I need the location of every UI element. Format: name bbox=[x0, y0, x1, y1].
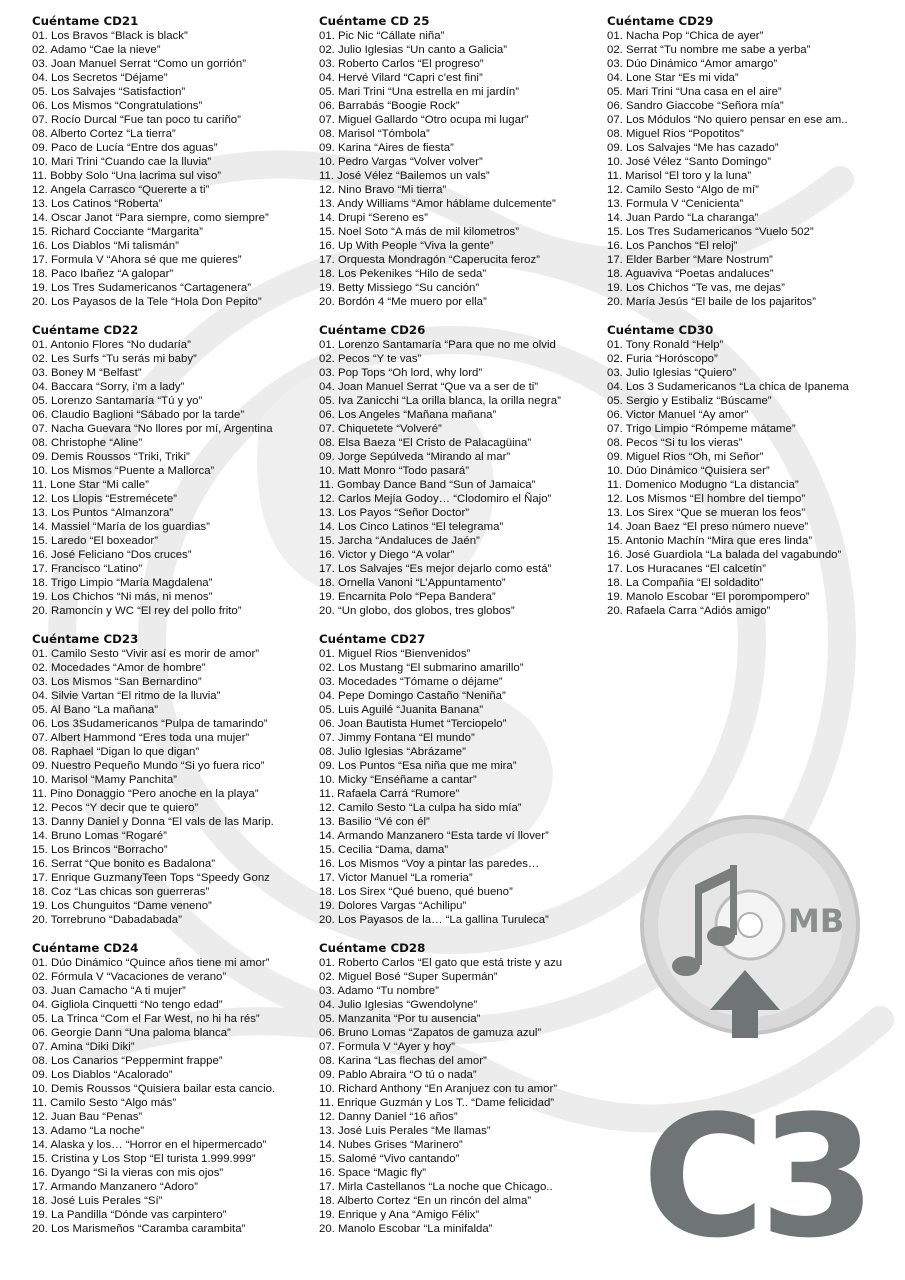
track-item: 18. Ornella Vanoni “L’Appuntamento” bbox=[319, 577, 506, 589]
track-item: 05. Manzanita “Por tu ausencia” bbox=[319, 1013, 481, 1025]
track-item: 15. Los Tres Sudamericanos “Vuelo 502” bbox=[607, 226, 814, 238]
track-item: 16. José Feliciano “Dos cruces” bbox=[32, 549, 192, 561]
track-item: 15. Noel Soto “A más de mil kilometros” bbox=[319, 226, 520, 238]
track-item: 07. Chiquetete “Volveré” bbox=[319, 423, 442, 435]
track-item: 18. Alberto Cortez “En un rincón del alma” bbox=[319, 1195, 532, 1207]
track-item: 16. José Guardiola “La balada del vagabundo” bbox=[607, 549, 842, 561]
track-item: 12. Nino Bravo “Mi tierra” bbox=[319, 184, 447, 196]
track-item: 07. Los Módulos “No quiero pensar en ese am.. bbox=[607, 114, 848, 126]
track-item: 06. Claudio Baglioni “Sábado por la tarde” bbox=[32, 409, 245, 421]
disc-label: MB bbox=[788, 902, 845, 940]
track-item: 14. Bruno Lomas “Rogaré” bbox=[32, 830, 167, 842]
track-item: 09. Karina “Aires de fiesta” bbox=[319, 142, 454, 154]
track-item: 13. Los Payos “Señor Doctor” bbox=[319, 507, 470, 519]
track-item: 18. Coz “Las chicas son guerreras” bbox=[32, 886, 210, 898]
cd-block bbox=[319, 14, 601, 309]
track-item: 09. Nuestro Pequeño Mundo “Si yo fuera rico” bbox=[32, 760, 265, 772]
track-item: 20. Torrebruno “Dabadabada” bbox=[32, 914, 182, 926]
track-item: 01. Nacha Pop “Chica de ayer” bbox=[607, 30, 764, 42]
track-item: 05. Mari Trini “Una estrella en mi jardín” bbox=[319, 86, 520, 98]
track-item: 04. Julio Iglesias “Gwendolyne” bbox=[319, 999, 478, 1011]
track-item: 20. Manolo Escobar “La minifalda” bbox=[319, 1223, 493, 1235]
column-1 bbox=[32, 14, 312, 1250]
track-item: 08. Alberto Cortez “La tierra” bbox=[32, 128, 176, 140]
track-item: 18. Aguaviva “Poetas andaluces” bbox=[607, 268, 774, 280]
track-item: 14. Armando Manzanero “Esta tarde ví llover” bbox=[319, 830, 549, 842]
track-item: 10. Dúo Dinámico “Quisiera ser” bbox=[607, 465, 770, 477]
brand-text: C3 bbox=[642, 1079, 871, 1260]
track-item: 11. Gombay Dance Band “Sun of Jamaica” bbox=[319, 479, 536, 491]
track-item: 12. Camilo Sesto “La culpa ha sido mía” bbox=[319, 802, 522, 814]
track-item: 06. Bruno Lomas “Zapatos de gamuza azul” bbox=[319, 1027, 542, 1039]
track-item: 07. Nacha Guevara “No llores por mí, Argentina bbox=[32, 423, 273, 435]
cd-block bbox=[607, 14, 897, 309]
cd-block bbox=[319, 323, 601, 618]
track-item: 14. Massiel “María de los guardias” bbox=[32, 521, 210, 533]
track-item: 19. Los Tres Sudamericanos “Cartagenera” bbox=[32, 282, 252, 294]
track-item: 03. Joan Manuel Serrat “Como un gorrión” bbox=[32, 58, 246, 70]
track-item: 11. Rafaela Carrá “Rumore” bbox=[319, 788, 460, 800]
track-item: 06. Barrabás “Boogie Rock” bbox=[319, 100, 460, 112]
track-item: 08. Los Canarios “Peppermint frappe” bbox=[32, 1055, 223, 1067]
track-item: 05. Los Salvajes “Satisfaction” bbox=[32, 86, 186, 98]
track-item: 05. Iva Zanicchi “La orilla blanca, la orilla negra” bbox=[319, 395, 561, 407]
track-item: 16. Los Diablos “Mi talismán” bbox=[32, 240, 179, 252]
track-item: 19. Los Chichos “Te vas, me dejas” bbox=[607, 282, 785, 294]
track-item: 07. Trigo Limpio “Rómpeme mátame” bbox=[607, 423, 796, 435]
track-item: 08. Marisol “Tómbola” bbox=[319, 128, 430, 140]
track-item: 11. Enrique Guzmán y Los T.. “Dame felicidad” bbox=[319, 1097, 555, 1109]
track-item: 06. Sandro Giaccobe “Señora mía” bbox=[607, 100, 784, 112]
track-item: 14. Oscar Janot “Para siempre, como siempre” bbox=[32, 212, 269, 224]
track-item: 17. Los Huracanes “El calcetín” bbox=[607, 563, 766, 575]
track-item: 09. Jorge Sepúlveda “Mirando al mar” bbox=[319, 451, 511, 463]
track-item: 16. Los Panchos “El reloj” bbox=[607, 240, 738, 252]
cd-block bbox=[32, 14, 312, 309]
track-item: 07. Formula V “Ayer y hoy” bbox=[319, 1041, 455, 1053]
track-item: 11. Lone Star “Mi calle” bbox=[32, 479, 149, 491]
cd-title: Cuéntame CD24 bbox=[32, 941, 139, 955]
track-item: 11. Bobby Solo “Una lacrima sul viso” bbox=[32, 170, 222, 182]
track-item: 17. Francisco “Latino” bbox=[32, 563, 143, 575]
track-item: 15. Richard Cocciante “Margarita” bbox=[32, 226, 203, 238]
track-item: 17. Mirla Castellanos “La noche que Chicago.. bbox=[319, 1181, 553, 1193]
track-item: 15. Laredo “El boxeador” bbox=[32, 535, 159, 547]
track-item: 06. Joan Bautista Humet “Terciopelo” bbox=[319, 718, 507, 730]
track-item: 14. Juan Pardo “La charanga” bbox=[607, 212, 759, 224]
track-item: 03. Dúo Dinámico “Amor amargo” bbox=[607, 58, 778, 70]
track-item: 12. Los Llopis “Estremécete” bbox=[32, 493, 177, 505]
track-item: 03. Roberto Carlos “El progreso” bbox=[319, 58, 484, 70]
track-item: 13. Los Sirex “Que se mueran los feos” bbox=[607, 507, 806, 519]
track-item: 18. Los Pekenikes “Hilo de seda” bbox=[319, 268, 487, 280]
track-item: 09. Demis Roussos “Triki, Triki” bbox=[32, 451, 190, 463]
track-item: 19. Los Chichos “Ni más, ni menos” bbox=[32, 591, 213, 603]
track-item: 09. Los Puntos “Esa niña que me mira” bbox=[319, 760, 517, 772]
track-item: 02. Serrat “Tu nombre me sabe a yerba” bbox=[607, 44, 811, 56]
track-item: 02. Les Surfs “Tu serás mi baby” bbox=[32, 353, 197, 365]
track-item: 01. Antonio Flores “No dudaría” bbox=[32, 339, 191, 351]
track-item: 03. Juan Camacho “A ti mujer” bbox=[32, 985, 186, 997]
track-item: 20. Los Marismeños “Caramba carambita” bbox=[32, 1223, 246, 1235]
track-item: 19. Enrique y Ana “Amigo Félix” bbox=[319, 1209, 480, 1221]
track-item: 03. Adamo “Tu nombre” bbox=[319, 985, 439, 997]
track-item: 01. Miguel Rios “Bienvenidos” bbox=[319, 648, 471, 660]
track-item: 06. Los Mismos “Congratulations” bbox=[32, 100, 203, 112]
track-item: 15. Salomé “Vivo cantando” bbox=[319, 1153, 460, 1165]
track-item: 07. Rocío Durcal “Fue tan poco tu cariño” bbox=[32, 114, 241, 126]
track-item: 01. Pic Nic “Cállate niña” bbox=[319, 30, 445, 42]
cd-title: Cuéntame CD22 bbox=[32, 323, 139, 337]
track-item: 08. Miguel Rios “Popotitos” bbox=[607, 128, 744, 140]
track-item: 04. Hervé Vilard “Capri c’est fini” bbox=[319, 72, 483, 84]
track-item: 16. Serrat “Que bonito es Badalona” bbox=[32, 858, 215, 870]
track-item: 19. Encarnita Polo “Pepa Bandera” bbox=[319, 591, 496, 603]
track-item: 08. Pecos “Si tu los vieras” bbox=[607, 437, 743, 449]
track-item: 06. Victor Manuel “Ay amor” bbox=[607, 409, 749, 421]
track-item: 05. Luis Aguilé “Juanita Banana” bbox=[319, 704, 484, 716]
track-item: 20. “Un globo, dos globos, tres globos” bbox=[319, 605, 515, 617]
column-2 bbox=[319, 14, 601, 1250]
track-item: 10. Pedro Vargas “Volver volver” bbox=[319, 156, 483, 168]
track-item: 08. Julio Iglesias “Abrázame” bbox=[319, 746, 466, 758]
track-item: 09. Paco de Lucía “Entre dos aguas” bbox=[32, 142, 218, 154]
track-item: 11. José Vélez “Bailemos un vals” bbox=[319, 170, 490, 182]
track-item: 08. Elsa Baeza “El Cristo de Palacagüina” bbox=[319, 437, 532, 449]
track-item: 16. Los Mismos “Voy a pintar las paredes… bbox=[319, 858, 540, 870]
track-item: 03. Pop Tops “Oh lord, why lord” bbox=[319, 367, 483, 379]
track-item: 02. Fórmula V “Vacaciones de verano” bbox=[32, 971, 227, 983]
track-item: 18. José Luis Perales “Sí” bbox=[32, 1195, 163, 1207]
track-item: 05. Sergio y Estibaliz “Búscame” bbox=[607, 395, 772, 407]
cd-block bbox=[32, 323, 312, 618]
track-item: 12. Pecos “Y decir que te quiero” bbox=[32, 802, 199, 814]
track-item: 17. Armando Manzanero “Adoro” bbox=[32, 1181, 198, 1193]
track-item: 19. Betty Missiego “Su canción” bbox=[319, 282, 480, 294]
cd-block bbox=[319, 941, 601, 1236]
track-item: 15. Jarcha “Andaluces de Jaén” bbox=[319, 535, 480, 547]
track-item: 16. Dyango “Si la vieras con mis ojos” bbox=[32, 1167, 224, 1179]
cd-title: Cuéntame CD27 bbox=[319, 632, 426, 646]
track-item: 14. Los Cinco Latinos “El telegrama” bbox=[319, 521, 504, 533]
track-item: 03. Mocedades “Tómame o déjame” bbox=[319, 676, 503, 688]
track-item: 14. Alaska y los… “Horror en el hipermercado” bbox=[32, 1139, 267, 1151]
track-item: 13. Formula V “Cenicienta” bbox=[607, 198, 744, 210]
track-item: 18. Trigo Limpio “María Magdalena” bbox=[32, 577, 213, 589]
track-item: 10. Mari Trini “Cuando cae la lluvia” bbox=[32, 156, 212, 168]
track-item: 06. Georgie Dann “Una paloma blanca” bbox=[32, 1027, 231, 1039]
track-item: 03. Boney M “Belfast” bbox=[32, 367, 142, 379]
track-item: 07. Albert Hammond “Eres toda una mujer” bbox=[32, 732, 250, 744]
track-item: 04. Silvie Vartan “El ritmo de la lluvia” bbox=[32, 690, 221, 702]
track-item: 18. Paco Ibañez “A galopar” bbox=[32, 268, 174, 280]
track-item: 13. Danny Daniel y Donna “El vals de las Marip. bbox=[32, 816, 274, 828]
track-item: 09. Pablo Abraira “O tú o nada” bbox=[319, 1069, 477, 1081]
track-item: 09. Los Salvajes “Me has cazado” bbox=[607, 142, 779, 154]
track-item: 17. Los Salvajes “Es mejor dejarlo como está” bbox=[319, 563, 552, 575]
cd-title: Cuéntame CD26 bbox=[319, 323, 426, 337]
track-item: 15. Cecilia “Dama, dama” bbox=[319, 844, 449, 856]
track-item: 10. Los Mismos “Puente a Mallorca” bbox=[32, 465, 215, 477]
track-item: 17. Enrique GuzmanyTeen Tops “Speedy Gonz bbox=[32, 872, 270, 884]
track-item: 15. Cristina y Los Stop “El turista 1.999.999” bbox=[32, 1153, 256, 1165]
track-item: 02. Furia “Horóscopo” bbox=[607, 353, 718, 365]
track-item: 01. Los Bravos “Black is black” bbox=[32, 30, 188, 42]
column-3 bbox=[607, 14, 897, 632]
track-item: 17. Elder Barber “Mare Nostrum” bbox=[607, 254, 773, 266]
track-item: 10. José Vélez “Santo Domingo” bbox=[607, 156, 771, 168]
track-item: 15. Los Brincos “Borracho” bbox=[32, 844, 168, 856]
track-item: 13. Los Catinos “Roberta” bbox=[32, 198, 163, 210]
track-item: 11. Camilo Sesto “Algo más” bbox=[32, 1097, 177, 1109]
track-item: 07. Jimmy Fontana “El mundo” bbox=[319, 732, 475, 744]
track-item: 10. Micky “Enséñame a cantar” bbox=[319, 774, 477, 786]
track-item: 13. Adamo “La noche” bbox=[32, 1125, 145, 1137]
cd-block bbox=[32, 941, 312, 1236]
track-item: 02. Pecos “Y te vas” bbox=[319, 353, 422, 365]
track-item: 05. Mari Trini “Una casa en el aire” bbox=[607, 86, 782, 98]
track-item: 01. Camilo Sesto “Vivir así es morir de amor” bbox=[32, 648, 260, 660]
track-item: 13. Basilio “Vé con él” bbox=[319, 816, 430, 828]
track-item: 01. Roberto Carlos “El gato que está triste y azu bbox=[319, 957, 563, 969]
track-item: 05. Al Bano “La mañana” bbox=[32, 704, 159, 716]
track-item: 13. Andy Williams “Amor háblame dulcemente” bbox=[319, 198, 556, 210]
track-item: 06. Los Angeles “Mañana mañana” bbox=[319, 409, 497, 421]
track-item: 05. La Trinca “Com el Far West, no hi ha rés” bbox=[32, 1013, 260, 1025]
track-item: 20. Bordón 4 “Me muero por ella” bbox=[319, 296, 487, 308]
cd-title: Cuéntame CD30 bbox=[607, 323, 714, 337]
track-item: 19. Los Chunguitos “Dame veneno” bbox=[32, 900, 212, 912]
track-item: 02. Adamo “Cae la nieve” bbox=[32, 44, 161, 56]
track-item: 09. Los Diablos “Acalorado” bbox=[32, 1069, 173, 1081]
track-item: 02. Julio Iglesias “Un canto a Galicia” bbox=[319, 44, 508, 56]
track-item: 11. Pino Donaggio “Pero anoche en la playa” bbox=[32, 788, 259, 800]
track-item: 10. Marisol “Mamy Panchita” bbox=[32, 774, 177, 786]
track-item: 16. Up With People “Viva la gente” bbox=[319, 240, 494, 252]
track-item: 04. Joan Manuel Serrat “Que va a ser de ti” bbox=[319, 381, 539, 393]
track-item: 12. Camilo Sesto “Algo de mí” bbox=[607, 184, 759, 196]
track-item: 20. María Jesús “El baile de los pajaritos” bbox=[607, 296, 816, 308]
track-item: 20. Ramoncín y WC “El rey del pollo frito” bbox=[32, 605, 242, 617]
track-item: 02. Miguel Bosé “Super Supermán” bbox=[319, 971, 498, 983]
track-item: 01. Tony Ronald “Help” bbox=[607, 339, 724, 351]
track-item: 20. Los Payasos de la Tele “Hola Don Pepito” bbox=[32, 296, 262, 308]
cd-title: Cuéntame CD23 bbox=[32, 632, 139, 646]
cd-block bbox=[319, 632, 601, 927]
track-item: 04. Pepe Domingo Castaño “Neniña” bbox=[319, 690, 506, 702]
track-item: 15. Antonio Machín “Mira que eres linda” bbox=[607, 535, 813, 547]
track-item: 08. Christophe “Aline” bbox=[32, 437, 143, 449]
track-item: 04. Los Secretos “Déjame” bbox=[32, 72, 168, 84]
track-item: 10. Richard Anthony “En Aranjuez con tu amor” bbox=[319, 1083, 558, 1095]
cd-title: Cuéntame CD28 bbox=[319, 941, 426, 955]
track-item: 10. Demis Roussos “Quisiera bailar esta cancio. bbox=[32, 1083, 276, 1095]
track-item: 11. Domenico Modugno “La distancia” bbox=[607, 479, 799, 491]
track-item: 08. Raphael “Digan lo que digan” bbox=[32, 746, 200, 758]
track-item: 04. Baccara “Sorry, i’m a lady” bbox=[32, 381, 185, 393]
track-item: 01. Lorenzo Santamaría “Para que no me olvid bbox=[319, 339, 556, 351]
track-item: 04. Lone Star “Es mi vida” bbox=[607, 72, 739, 84]
track-item: 19. Dolores Vargas “Achilipu” bbox=[319, 900, 467, 912]
track-item: 09. Miguel Rios “Oh, mi Señor” bbox=[607, 451, 764, 463]
track-item: 17. Victor Manuel “La romeria” bbox=[319, 872, 473, 884]
track-item: 02. Los Mustang “El submarino amarillo” bbox=[319, 662, 524, 674]
track-item: 01. Dúo Dinámico “Quince años tiene mi amor” bbox=[32, 957, 270, 969]
track-item: 14. Nubes Grises “Marinero” bbox=[319, 1139, 463, 1151]
track-item: 07. Amina “Diki Diki” bbox=[32, 1041, 135, 1053]
track-item: 20. Los Payasos de la… “La gallina Turuleca” bbox=[319, 914, 549, 926]
cd-block bbox=[607, 323, 897, 618]
track-item: 14. Drupi “Sereno es” bbox=[319, 212, 428, 224]
track-item: 10. Matt Monro “Todo pasará” bbox=[319, 465, 470, 477]
track-item: 07. Miguel Gallardo “Otro ocupa mi lugar” bbox=[319, 114, 529, 126]
track-item: 14. Joan Baez “El preso número nueve” bbox=[607, 521, 809, 533]
track-item: 05. Lorenzo Santamaría “Tú y yo” bbox=[32, 395, 203, 407]
track-item: 11. Marisol “El toro y la luna” bbox=[607, 170, 752, 182]
track-item: 06. Los 3Sudamericanos “Pulpa de tamarindo” bbox=[32, 718, 268, 730]
cd-title: Cuéntame CD21 bbox=[32, 14, 139, 28]
track-item: 12. Juan Bau “Penas” bbox=[32, 1111, 143, 1123]
track-item: 04. Gigliola Cinquetti “No tengo edad” bbox=[32, 999, 223, 1011]
track-item: 20. Rafaela Carra “Adiós amigo” bbox=[607, 605, 771, 617]
track-item: 13. José Luis Perales “Me llamas” bbox=[319, 1125, 491, 1137]
track-item: 17. Orquesta Mondragón “Caperucita feroz” bbox=[319, 254, 540, 266]
track-item: 16. Space “Magic fly” bbox=[319, 1167, 426, 1179]
track-item: 12. Danny Daniel “16 años” bbox=[319, 1111, 458, 1123]
track-item: 02. Mocedades “Amor de hombre” bbox=[32, 662, 206, 674]
track-item: 03. Los Mismos “San Bernardino” bbox=[32, 676, 202, 688]
track-item: 18. La Compañia “El soldadito” bbox=[607, 577, 764, 589]
cd-block bbox=[32, 632, 312, 927]
track-item: 19. La Pandilla “Dónde vas carpintero” bbox=[32, 1209, 227, 1221]
c3-mb-logo bbox=[640, 780, 890, 1260]
track-item: 16. Victor y Diego “A volar” bbox=[319, 549, 455, 561]
track-item: 12. Los Mismos “El hombre del tiempo” bbox=[607, 493, 806, 505]
track-item: 13. Los Puntos “Almanzora” bbox=[32, 507, 174, 519]
track-item: 12. Carlos Mejía Godoy… “Clodomiro el Ñajo” bbox=[319, 493, 552, 505]
track-item: 18. Los Sirex “Qué bueno, qué bueno” bbox=[319, 886, 513, 898]
track-item: 08. Karina “Las flechas del amor” bbox=[319, 1055, 487, 1067]
track-item: 04. Los 3 Sudamericanos “La chica de Ipanema bbox=[607, 381, 849, 393]
track-item: 17. Formula V “Ahora sé que me quieres” bbox=[32, 254, 242, 266]
track-item: 12. Angela Carrasco “Quererte a ti” bbox=[32, 184, 210, 196]
cd-title: Cuéntame CD 25 bbox=[319, 14, 430, 28]
track-item: 03. Julio Iglesias “Quiero” bbox=[607, 367, 737, 379]
cd-title: Cuéntame CD29 bbox=[607, 14, 714, 28]
track-item: 19. Manolo Escobar “El porompompero” bbox=[607, 591, 810, 603]
